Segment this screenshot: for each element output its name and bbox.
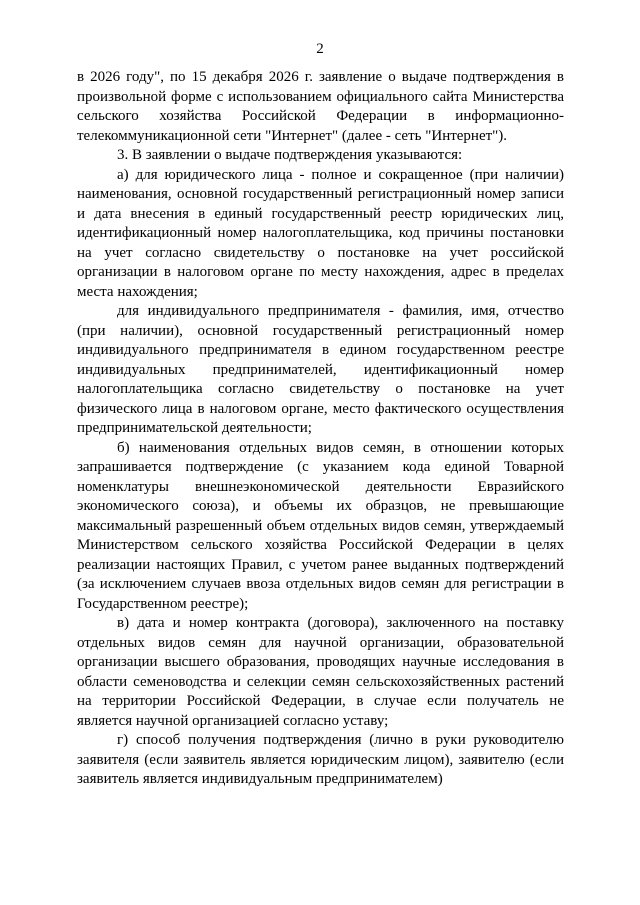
- paragraph-item-v: в) дата и номер контракта (договора), заключенного на поставку отдельных видов семян для научной организации, образовательной организации высшего образования, проводящих научные исследования в области семеноводства и селекции семян сельскохозяйственных растений на территории Российской Федерации, в случае если получатель не является научной организацией согласно уставу;: [77, 615, 564, 729]
- paragraph-item-b: б) наименования отдельных видов семян, в отношении которых запрашивается подтверждение (с указанием кода единой Товарной номенклатуры внешнеэкономической деятельности Евразийского экономического союза), и объемы их образцов, не превышающие максимальный разрешенный объем отдельных видов семян, утверждаемый Министерством сельского хозяйства Российской Федерации в целях реализации настоящих Правил, с учетом ранее выданных подтверждений (за исключением случаев ввоза отдельных видов семян для регистрации в Государственном реестре);: [77, 439, 564, 612]
- document-body: [77, 68, 564, 790]
- paragraph-continuation: в 2026 году", по 15 декабря 2026 г. заявление о выдаче подтверждения в произвольной форме с использованием официального сайта Министерства сельского хозяйства Российской Федерации в информационно-телекоммуникационной сети "Интернет" (далее - сеть "Интернет").: [77, 69, 564, 144]
- paragraph-individual-entrepreneur: для индивидуального предпринимателя - фамилия, имя, отчество (при наличии), основной государственный регистрационный номер индивидуального предпринимателя в едином государственном реестре индивидуальных предпринимателей, идентификационный номер налогоплательщика согласно свидетельству о постановке на учет физического лица в налоговом органе, место фактического осуществления предпринимательской деятельности;: [77, 303, 564, 436]
- paragraph-item-g: г) способ получения подтверждения (лично в руки руководителю заявителя (если заявитель является юридическим лицом), заявителю (если заявитель является индивидуальным предпринимателем): [77, 732, 564, 787]
- paragraph-item-a: а) для юридического лица - полное и сокращенное (при наличии) наименования, основной государственный регистрационный номер записи и дата внесения в единый государственный реестр юридических лиц, идентификационный номер налогоплательщика, код причины постановки на учет согласно свидетельству о постановке на учет российской организации в налоговом органе по месту нахождения, адрес в пределах места нахождения;: [77, 166, 564, 300]
- paragraph-item-3: 3. В заявлении о выдаче подтверждения указываются:: [117, 147, 463, 163]
- page-number: 2: [316, 41, 324, 57]
